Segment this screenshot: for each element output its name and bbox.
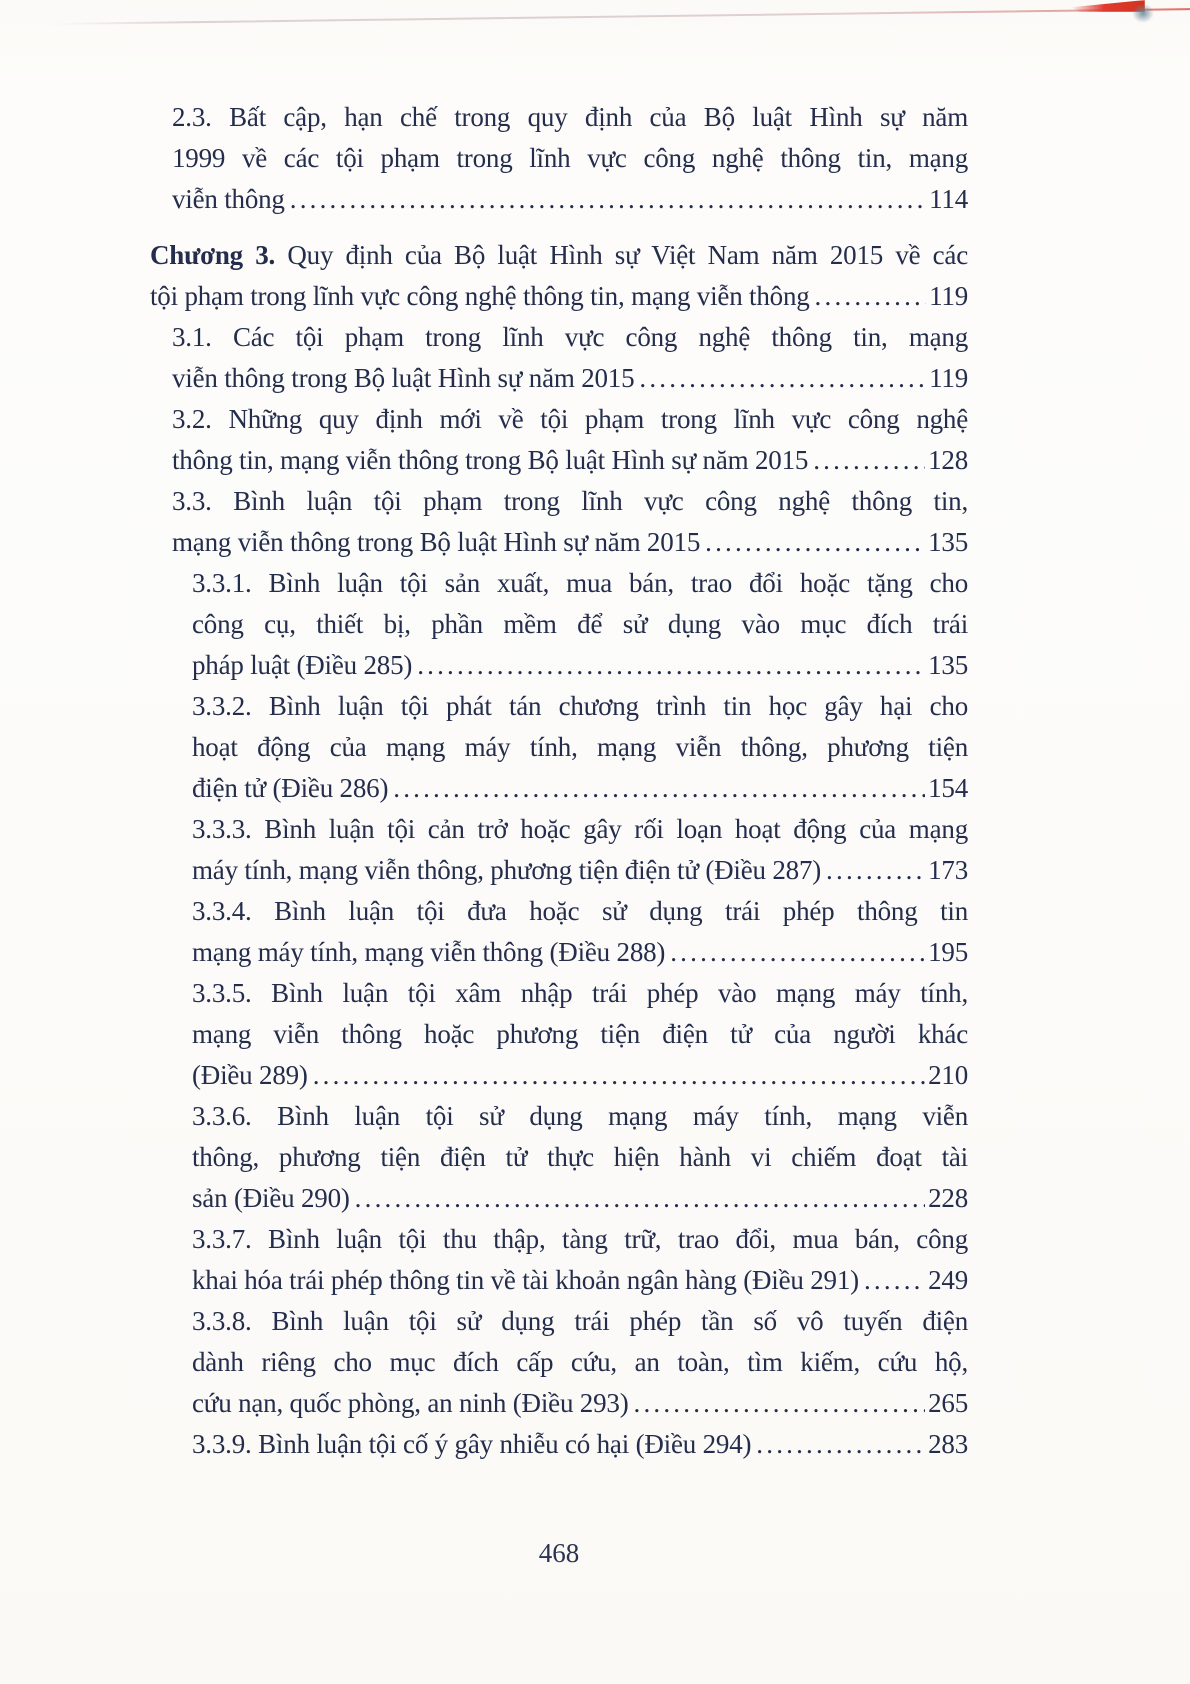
toc-entry-last-text: cứu nạn, quốc phòng, an ninh (Điều 293) [192,1388,629,1418]
chapter-label: Chương 3. [150,240,276,270]
toc-entry-last-text: viễn thông trong Bộ luật Hình sự năm 2015 [172,363,635,393]
toc-entry-last-text: viễn thông [172,184,285,214]
toc-entry-line: 3.2. Những quy định mới về tội phạm trong lĩnh vực công nghệ [172,404,968,434]
entry-lines [192,1219,968,1260]
dot-leader [815,276,927,317]
toc-entry-3-1 [150,317,968,399]
entry-lines [172,317,968,358]
entry-last-line [172,358,968,399]
toc-entry-last-text: khai hóa trái phép thông tin về tài khoản ngân hàng (Điều 291) [192,1265,859,1295]
entry-lines [192,1301,968,1383]
toc-entry-line: 3.3.1. Bình luận tội sản xuất, mua bán, trao đổi hoặc tặng cho [192,568,968,598]
toc-entry-line: 3.3.5. Bình luận tội xâm nhập trái phép vào mạng máy tính, [192,978,968,1008]
entry-lines [172,481,968,522]
toc-entry-3-2 [150,399,968,481]
toc-entry-3-3-9 [150,1424,968,1465]
entry-lines [192,563,968,645]
entry-last-line [150,276,968,317]
dot-leader [864,1260,925,1301]
toc-page-number: 154 [928,773,968,803]
toc-entry-last-text: mạng máy tính, mạng viễn thông (Điều 288) [192,937,666,967]
toc-entry-last-text: máy tính, mạng viễn thông, phương tiện điện tử (Điều 287) [192,855,822,885]
dot-leader [417,645,925,686]
toc-entry-last-text: (Điều 289) [192,1060,308,1090]
toc-entry-line: 3.3.4. Bình luận tội đưa hoặc sử dụng trái phép thông tin [192,896,968,926]
dot-leader [393,768,925,809]
entry-last-line [192,932,968,973]
dot-leader [355,1178,925,1219]
entry-lines [150,235,968,276]
toc-entry-3-3-1 [150,563,968,686]
toc-entry-last-text: sản (Điều 290) [192,1183,350,1213]
toc-entry-3-3-4 [150,891,968,973]
toc-entry-last-text: thông tin, mạng viễn thông trong Bộ luật Hình sự năm 2015 [172,445,809,475]
toc-page-number: 228 [928,1183,968,1213]
dot-leader [290,179,926,220]
entry-last-line [192,1178,968,1219]
dot-leader [705,522,925,563]
toc-entry-line: 3.3.3. Bình luận tội cản trở hoặc gây rối loạn hoạt động của mạng [192,814,968,844]
entry-last-line [172,179,968,220]
toc-entry-last-text: mạng viễn thông trong Bộ luật Hình sự năm 2015 [172,527,701,557]
toc-entry-3-3-7 [150,1219,968,1301]
toc-entry-last-text: điện tử (Điều 286) [192,773,389,803]
entry-last-line [192,1383,968,1424]
toc-entry-line: 3.1. Các tội phạm trong lĩnh vực công nghệ thông tin, mạng [172,322,968,352]
dot-leader [634,1383,926,1424]
toc-entry-line: 3.3.7. Bình luận tội thu thập, tàng trữ, trao đổi, mua bán, công [192,1224,968,1254]
entry-last-line [172,440,968,481]
toc-page-number: 210 [928,1060,968,1090]
toc-page-number: 128 [928,445,968,475]
toc-entry-line: 1999 về các tội phạm trong lĩnh vực công nghệ thông tin, mạng [172,143,968,173]
entry-last-line [172,522,968,563]
toc-entry-line: 2.3. Bất cập, hạn chế trong quy định của Bộ luật Hình sự năm [172,102,968,132]
table-of-contents [150,97,968,1465]
toc-page-number: 265 [928,1388,968,1418]
entry-lines [192,809,968,850]
toc-entry-3-3-5 [150,973,968,1096]
toc-page-number: 249 [928,1265,968,1295]
entry-last-line [192,1424,968,1465]
dot-leader [756,1424,925,1465]
toc-entry-line: mạng viễn thông hoặc phương tiện điện tử của người khác [192,1019,968,1049]
entry-last-line [192,1260,968,1301]
entry-last-line [192,850,968,891]
entry-last-line [192,645,968,686]
toc-entry-3-3-6 [150,1096,968,1219]
entry-lines [172,97,968,179]
entry-lines [172,399,968,440]
toc-entry-chuong-3 [150,235,968,317]
toc-page-number: 119 [929,281,968,311]
scan-artifact-ink-smudge [1132,5,1154,23]
toc-entry-line [150,235,968,276]
toc-page-number: 173 [928,855,968,885]
toc-entry-line: 3.3.2. Bình luận tội phát tán chương trình tin học gây hại cho [192,691,968,721]
toc-entry-line: hoạt động của mạng máy tính, mạng viễn thông, phương tiện [192,732,968,762]
toc-entry-line-text: Quy định của Bộ luật Hình sự Việt Nam năm 2015 về các [275,240,968,270]
toc-entry-3-3-8 [150,1301,968,1424]
entry-last-line [192,1055,968,1096]
toc-page-number: 283 [928,1429,968,1459]
toc-entry-line: 3.3.6. Bình luận tội sử dụng mạng máy tính, mạng viễn [192,1101,968,1131]
toc-entry-3-3 [150,481,968,563]
toc-page-number: 135 [928,527,968,557]
toc-entry-line: 3.3.8. Bình luận tội sử dụng trái phép tần số vô tuyến điện [192,1306,968,1336]
toc-entry-last-text: 3.3.9. Bình luận tội cố ý gây nhiễu có hại (Điều 294) [192,1429,752,1459]
entry-lines [192,686,968,768]
toc-entry-last-text: tội phạm trong lĩnh vực công nghệ thông tin, mạng viễn thông [150,281,810,311]
toc-entry-3-3-3 [150,809,968,891]
toc-entry-2-3 [150,97,968,220]
toc-entry-line: thông, phương tiện điện tử thực hiện hành vi chiếm đoạt tài [192,1142,968,1172]
entry-lines [192,1096,968,1178]
page-number-footer: 468 [538,1538,580,1568]
toc-entry-line: dành riêng cho mục đích cấp cứu, an toàn, tìm kiếm, cứu hộ, [192,1347,968,1377]
toc-page-number: 119 [929,363,968,393]
dot-leader [639,358,926,399]
dot-leader [670,932,925,973]
entry-lines [192,891,968,932]
toc-entry-3-3-2 [150,686,968,809]
toc-page-number: 135 [928,650,968,680]
dot-leader [826,850,925,891]
dot-leader [813,440,925,481]
toc-entry-line: 3.3. Bình luận tội phạm trong lĩnh vực công nghệ thông tin, [172,486,968,516]
entry-lines [192,973,968,1055]
toc-page-number: 114 [929,184,968,214]
dot-leader [313,1055,925,1096]
entry-last-line [192,768,968,809]
toc-page-number: 195 [928,937,968,967]
toc-entry-last-text: pháp luật (Điều 285) [192,650,413,680]
toc-entry-line: công cụ, thiết bị, phần mềm để sử dụng vào mục đích trái [192,609,968,639]
scan-edge-line [52,8,1190,25]
